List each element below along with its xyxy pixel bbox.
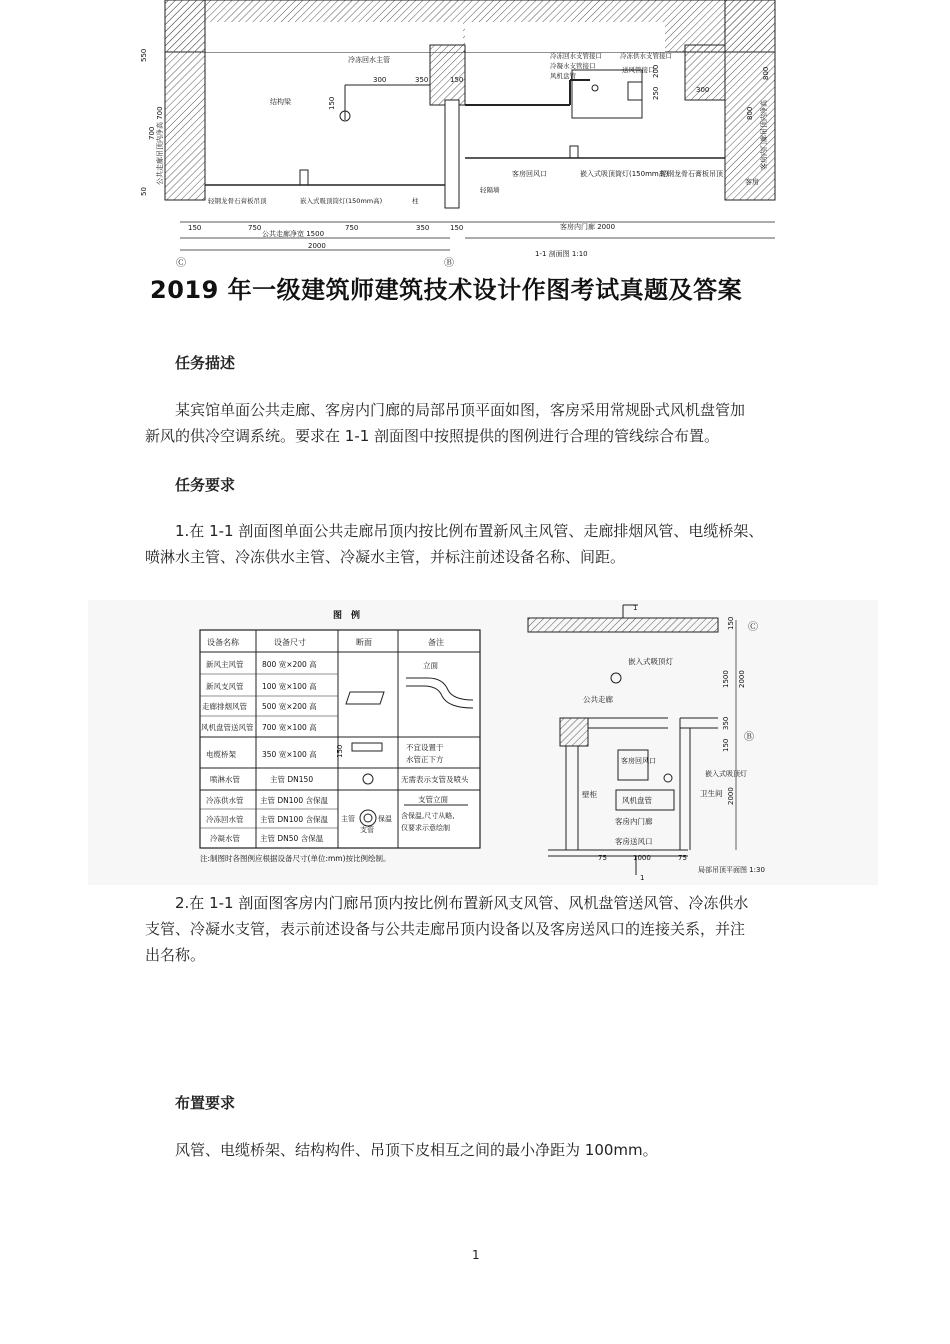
remark-tray-note1: 不宜设置于 — [406, 743, 444, 752]
task-req-heading: 任务要求 — [175, 476, 236, 494]
layout-req-heading: 布置要求 — [175, 1094, 236, 1112]
section-drawing-1-1 — [140, 0, 780, 268]
legend-row-name: 新风主风管 — [206, 660, 244, 669]
plan-slab — [528, 618, 718, 632]
dim-300b: 300 — [696, 86, 710, 94]
plan-dim-150: 150 — [727, 616, 735, 630]
req1-line2: 喷淋水主管、冷冻供水主管、冷凝水主管，并标注前述设备名称、间距。 — [145, 548, 626, 566]
legend-insul-label: 保温 — [378, 815, 392, 823]
plan-fcu: 风机盘管 — [622, 796, 652, 805]
beam-dim-150: 150 — [328, 96, 336, 110]
legend-row-size: 主管 DN150 — [270, 775, 314, 784]
label-guest-room: 客房 — [745, 178, 759, 186]
plan-section-mark-bottom: 1 — [640, 874, 645, 882]
plan-axis-c: Ⓒ — [748, 622, 758, 633]
legend-row-size: 主管 DN100 含保温 — [260, 796, 328, 805]
legend-main-label: 主管 — [341, 815, 355, 823]
plan-axis-b: Ⓑ — [744, 732, 754, 743]
axis-c-marker: Ⓒ — [176, 258, 186, 268]
dim-50: 50 — [140, 187, 148, 196]
legend-row-size: 800 宽×200 高 — [262, 660, 317, 669]
plan-dim-2000b: 2000 — [727, 787, 735, 805]
legend-row-name: 走廊排烟风管 — [202, 702, 247, 711]
remark-elevation: 立面 — [423, 661, 438, 670]
plan-dim-75b: 75 — [678, 854, 687, 862]
dim-2000: 2000 — [308, 242, 326, 250]
req2-line2: 支管、冷凝水支管，表示前述设备与公共走廊吊顶内设备以及客房送风口的连接关系，并注 — [145, 920, 746, 938]
legend-title: 图 例 — [333, 611, 361, 621]
page-title: 2019 年一级建筑师建筑技术设计作图考试真题及答案 — [150, 276, 743, 304]
dim-700: 700 — [148, 126, 156, 140]
legend-row-size: 500 宽×200 高 — [262, 702, 317, 711]
label-cond-branch: 冷凝水支管接口 — [550, 62, 596, 70]
legend-row-name: 电缆桥架 — [206, 750, 236, 759]
legend-header-section: 断面 — [356, 638, 372, 647]
plan-section-mark-top: 1 — [633, 604, 638, 612]
label-fcu: 风机盘管 — [550, 72, 576, 80]
guestroom-height: 客房内门廊吊顶内净高 — [760, 100, 768, 170]
axis-b-marker: Ⓑ — [444, 258, 454, 268]
left-column — [165, 0, 205, 200]
dim-150: 150 — [450, 76, 464, 84]
req2-line3: 出名称。 — [145, 946, 206, 964]
dim-250: 250 — [652, 86, 660, 100]
legend-row-name: 风机盘管送风管 — [201, 723, 254, 732]
dim-350: 350 — [415, 76, 429, 84]
plan-column — [560, 718, 588, 746]
task-desc-line1: 某宾馆单面公共走廊、客房内门廊的局部吊顶平面如图，客房采用常规卧式风机盘管加 — [175, 401, 746, 419]
plan-dim-1500: 1500 — [722, 670, 730, 688]
dim-750a: 750 — [248, 224, 262, 232]
task-desc-heading: 任务描述 — [175, 354, 236, 372]
legend-row-size: 主管 DN100 含保温 — [260, 815, 328, 824]
legend-row-size: 700 宽×100 高 — [262, 723, 317, 732]
label-recessed-light-150: 嵌入式吸顶筒灯(150mm高) — [580, 170, 669, 178]
corridor-clear-width: 公共走廊净宽 1500 — [262, 230, 325, 238]
remark-sprinkler: 无需表示支管及喷头 — [401, 775, 469, 784]
label-light-steel-ceiling-left: 轻钢龙骨石膏板吊顶 — [208, 197, 267, 205]
plan-bathroom: 卫生间 — [700, 789, 723, 798]
label-room-return: 客房回风口 — [512, 170, 547, 178]
page-number: 1 — [472, 1248, 480, 1262]
plan-title: 局部吊顶平面图 1:30 — [698, 866, 765, 874]
legend-row-size: 100 宽×100 高 — [262, 682, 317, 691]
dim-150-bottom: 150 — [188, 224, 202, 232]
legend-header-size: 设备尺寸 — [274, 638, 306, 647]
guestroom-corridor-dim: 客房内门廊 2000 — [560, 223, 616, 231]
label-chw-supply-branch: 冷冻供水支管接口 — [620, 52, 672, 60]
label-structural-beam: 结构梁 — [270, 98, 291, 106]
legend-note: 注:制图时各图例应根据设备尺寸(单位:mm)按比例绘制。 — [200, 854, 391, 863]
plan-dim-75a: 75 — [598, 854, 607, 862]
plan-recessed-light2: 嵌入式吸顶灯 — [705, 770, 747, 778]
dim-550: 550 — [140, 48, 148, 62]
label-supply-duct-port: 送风管接口 — [622, 66, 655, 74]
plan-supply-outlet: 客房送风口 — [615, 837, 653, 846]
plan-dim-150b: 150 — [722, 738, 730, 752]
dim-800: 800 — [762, 66, 770, 80]
label-column: 柱 — [412, 197, 419, 205]
plan-dim-350: 350 — [722, 716, 730, 730]
plan-dim-2000: 2000 — [738, 670, 746, 688]
remark-branch-elev: 支管立面 — [418, 795, 448, 804]
label-light-steel-ceiling: 轻钢龙骨石膏板吊顶 — [660, 170, 723, 178]
dim-750b: 750 — [345, 224, 359, 232]
section-title: 1-1 剖面图 1:10 — [535, 250, 588, 258]
light-partition — [445, 100, 459, 208]
dim-300: 300 — [373, 76, 387, 84]
dim-350-bottom: 350 — [416, 224, 430, 232]
legend-and-plan-figure — [88, 600, 878, 885]
structural-beam — [430, 45, 465, 105]
legend-header-remark: 备注 — [428, 638, 444, 647]
legend-branch-label: 支管 — [360, 826, 374, 834]
dim-150-bottom2: 150 — [450, 224, 464, 232]
task-desc-line2: 新风的供冷空调系统。要求在 1-1 剖面图中按照提供的图例进行合理的管线综合布置。 — [145, 427, 720, 445]
corridor-ceiling-height: 公共走廊吊顶内净高 700 — [156, 106, 164, 185]
label-recessed-light-left: 嵌入式吸顶筒灯(150mm高) — [300, 197, 383, 205]
remark-branch-note1: 含保温,尺寸从略, — [401, 812, 455, 820]
plan-room-return: 客房回风口 — [621, 757, 656, 765]
legend-header-name: 设备名称 — [207, 638, 239, 647]
legend-row-size: 350 宽×100 高 — [262, 750, 317, 759]
legend-row-name: 冷凝水管 — [210, 834, 240, 843]
legend-row-name: 喷淋水管 — [210, 775, 240, 784]
label-chw-return-main: 冷冻回水主管 — [348, 56, 390, 64]
remark-tray-note2: 水管正下方 — [406, 755, 444, 764]
plan-inner-corridor: 客房内门廊 — [615, 817, 653, 826]
dim-200: 200 — [652, 64, 660, 78]
plan-recessed-light: 嵌入式吸顶灯 — [628, 657, 673, 666]
legend-row-name: 冷冻回水管 — [206, 815, 244, 824]
remark-branch-note2: 仅要求示意绘制 — [401, 824, 450, 832]
legend-row-name: 新风支风管 — [206, 682, 244, 691]
fcu-box — [572, 70, 642, 118]
plan-dim-1000: 1000 — [633, 854, 651, 862]
label-chw-return-branch: 冷冻回水支管接口 — [550, 52, 602, 60]
req1-line1: 1.在 1-1 剖面图单面公共走廊吊顶内按比例布置新风主风管、走廊排烟风管、电缆桥架、 — [175, 522, 764, 540]
plan-public-corridor: 公共走廊 — [583, 695, 613, 704]
legend-row-name: 冷冻供水管 — [206, 796, 244, 805]
layout-req-text: 风管、电缆桥架、结构构件、吊顶下皮相互之间的最小净距为 100mm。 — [175, 1141, 658, 1159]
plan-wall-cabinet: 壁柜 — [582, 790, 597, 799]
legend-row-size: 主管 DN50 含保温 — [260, 834, 324, 843]
tray-dim: 150 — [336, 744, 344, 758]
req2-line1: 2.在 1-1 剖面图客房内门廊吊顶内按比例布置新风支风管、风机盘管送风管、冷冻供水 — [175, 894, 749, 912]
label-light-partition: 轻隔墙 — [480, 186, 500, 194]
dim-800b: 800 — [746, 106, 754, 120]
